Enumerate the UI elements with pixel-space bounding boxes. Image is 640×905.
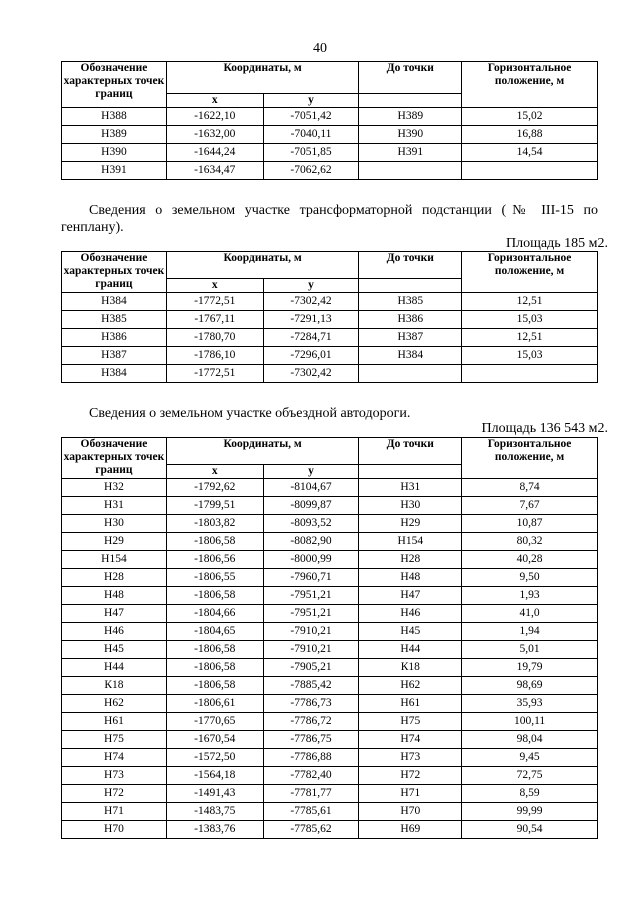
header-to-point: До точки [359,438,462,465]
distance-cell [462,365,598,383]
to-point-cell: Н45 [359,623,462,641]
x-cell: -1786,10 [166,347,263,365]
y-cell: -8000,99 [263,551,359,569]
distance-cell: 98,69 [462,677,598,695]
header-horizontal: Горизонтальное положение, м [462,252,598,293]
to-point-cell [359,365,462,383]
table-row [62,347,598,365]
point-cell: Н29 [62,533,167,551]
point-cell: Н385 [62,311,167,329]
distance-cell: 80,32 [462,533,598,551]
distance-cell: 15,03 [462,311,598,329]
distance-cell [462,162,598,180]
header-y: y [263,465,359,479]
table-row [62,623,598,641]
point-cell: Н384 [62,293,167,311]
header-horizontal: Горизонтальное положение, м [462,62,598,108]
header-to-point-empty [359,94,462,108]
table-row [62,659,598,677]
x-cell: -1632,00 [166,126,263,144]
point-cell: Н389 [62,126,167,144]
to-point-cell: Н69 [359,821,462,839]
to-point-cell: Н47 [359,587,462,605]
y-cell: -8104,67 [263,479,359,497]
x-cell: -1803,82 [166,515,263,533]
y-cell: -7051,85 [263,144,359,162]
header-y: y [263,94,359,108]
y-cell: -7781,77 [263,785,359,803]
header-y: y [263,279,359,293]
distance-cell: 15,03 [462,347,598,365]
x-cell: -1772,51 [166,293,263,311]
distance-cell: 41,0 [462,605,598,623]
point-cell: Н387 [62,347,167,365]
to-point-cell: Н62 [359,677,462,695]
to-point-cell: Н386 [359,311,462,329]
to-point-cell: Н154 [359,533,462,551]
y-cell: -7284,71 [263,329,359,347]
header-to-point-empty [359,465,462,479]
to-point-cell: Н28 [359,551,462,569]
distance-cell: 8,59 [462,785,598,803]
to-point-cell: Н30 [359,497,462,515]
x-cell: -1770,65 [166,713,263,731]
y-cell: -7302,42 [263,293,359,311]
x-cell: -1767,11 [166,311,263,329]
distance-cell: 72,75 [462,767,598,785]
to-point-cell: Н389 [359,108,462,126]
point-cell: Н74 [62,749,167,767]
x-cell: -1383,76 [166,821,263,839]
table-row [62,677,598,695]
section3-paragraph: Сведения о земельном участке объездной автодороги. [89,406,411,421]
distance-cell: 1,93 [462,587,598,605]
point-cell: Н46 [62,623,167,641]
x-cell: -1806,61 [166,695,263,713]
point-cell: Н44 [62,659,167,677]
y-cell: -7786,88 [263,749,359,767]
point-cell: Н47 [62,605,167,623]
y-cell: -7960,71 [263,569,359,587]
x-cell: -1772,51 [166,365,263,383]
y-cell: -7051,42 [263,108,359,126]
y-cell: -8093,52 [263,515,359,533]
to-point-cell: Н71 [359,785,462,803]
point-cell: Н390 [62,144,167,162]
header-coordinates: Координаты, м [166,62,359,94]
section3-area: Площадь 136 543 м2. [481,421,608,436]
table-row [62,713,598,731]
distance-cell: 14,54 [462,144,598,162]
point-cell: Н71 [62,803,167,821]
point-cell: Н72 [62,785,167,803]
point-cell: Н73 [62,767,167,785]
table-row [62,569,598,587]
point-cell: Н48 [62,587,167,605]
distance-cell: 40,28 [462,551,598,569]
header-coordinates: Координаты, м [166,438,359,465]
point-cell: Н32 [62,479,167,497]
section2-paragraph: Сведения о земельном участке трансформаторной подстанции (№ III-15 по генплану). [61,203,598,235]
x-cell: -1806,58 [166,659,263,677]
coordinates-table-2 [61,251,598,383]
x-cell: -1564,18 [166,767,263,785]
distance-cell: 100,11 [462,713,598,731]
point-cell: Н384 [62,365,167,383]
distance-cell: 10,87 [462,515,598,533]
to-point-cell: Н29 [359,515,462,533]
x-cell: -1806,56 [166,551,263,569]
point-cell: Н391 [62,162,167,180]
y-cell: -7951,21 [263,587,359,605]
y-cell: -7786,73 [263,695,359,713]
header-to-point: До точки [359,252,462,279]
x-cell: -1483,75 [166,803,263,821]
y-cell: -7786,75 [263,731,359,749]
point-cell: Н61 [62,713,167,731]
distance-cell: 90,54 [462,821,598,839]
to-point-cell: Н72 [359,767,462,785]
to-point-cell: Н75 [359,713,462,731]
x-cell: -1799,51 [166,497,263,515]
distance-cell: 1,94 [462,623,598,641]
table-row [62,641,598,659]
distance-cell: 15,02 [462,108,598,126]
table-row [62,749,598,767]
header-designation: Обозначение характерных точек границ [62,438,167,479]
coordinates-table-3 [61,437,598,839]
x-cell: -1572,50 [166,749,263,767]
y-cell: -7291,13 [263,311,359,329]
to-point-cell: Н46 [359,605,462,623]
distance-cell: 19,79 [462,659,598,677]
table-row [62,311,598,329]
x-cell: -1780,70 [166,329,263,347]
section2-area: Площадь 185 м2. [506,236,608,251]
to-point-cell: Н390 [359,126,462,144]
to-point-cell: Н31 [359,479,462,497]
distance-cell: 9,45 [462,749,598,767]
distance-cell: 5,01 [462,641,598,659]
table-row [62,587,598,605]
distance-cell: 12,51 [462,329,598,347]
distance-cell: 8,74 [462,479,598,497]
x-cell: -1634,47 [166,162,263,180]
y-cell: -7905,21 [263,659,359,677]
x-cell: -1670,54 [166,731,263,749]
distance-cell: 16,88 [462,126,598,144]
y-cell: -7786,72 [263,713,359,731]
point-cell: Н28 [62,569,167,587]
y-cell: -7062,62 [263,162,359,180]
header-x: x [166,279,263,293]
x-cell: -1792,62 [166,479,263,497]
y-cell: -8082,90 [263,533,359,551]
to-point-cell: Н385 [359,293,462,311]
to-point-cell: Н387 [359,329,462,347]
table-row [62,695,598,713]
to-point-cell: Н44 [359,641,462,659]
header-horizontal: Горизонтальное положение, м [462,438,598,479]
point-cell: Н386 [62,329,167,347]
x-cell: -1806,58 [166,587,263,605]
table-row [62,162,598,180]
x-cell: -1644,24 [166,144,263,162]
x-cell: -1806,55 [166,569,263,587]
point-cell: Н31 [62,497,167,515]
table-row [62,767,598,785]
y-cell: -7040,11 [263,126,359,144]
point-cell: Н30 [62,515,167,533]
x-cell: -1804,65 [166,623,263,641]
table-row [62,821,598,839]
table-row [62,785,598,803]
table-row [62,479,598,497]
table-row [62,126,598,144]
y-cell: -7302,42 [263,365,359,383]
distance-cell: 98,04 [462,731,598,749]
x-cell: -1622,10 [166,108,263,126]
point-cell: Н70 [62,821,167,839]
page-number: 40 [313,41,327,56]
y-cell: -7910,21 [263,641,359,659]
coordinates-table-1 [61,61,598,180]
table-row [62,497,598,515]
to-point-cell: Н70 [359,803,462,821]
table-row [62,329,598,347]
y-cell: -7785,62 [263,821,359,839]
y-cell: -7910,21 [263,623,359,641]
y-cell: -7782,40 [263,767,359,785]
header-x: x [166,94,263,108]
x-cell: -1804,66 [166,605,263,623]
point-cell: Н154 [62,551,167,569]
point-cell: Н75 [62,731,167,749]
table-row [62,515,598,533]
header-to-point: До точки [359,62,462,94]
to-point-cell: Н391 [359,144,462,162]
distance-cell: 9,50 [462,569,598,587]
to-point-cell: Н48 [359,569,462,587]
point-cell: Н62 [62,695,167,713]
to-point-cell: Н73 [359,749,462,767]
table-row [62,144,598,162]
y-cell: -7951,21 [263,605,359,623]
y-cell: -7785,61 [263,803,359,821]
to-point-cell [359,162,462,180]
to-point-cell: Н61 [359,695,462,713]
table-row [62,293,598,311]
y-cell: -7296,01 [263,347,359,365]
distance-cell: 99,99 [462,803,598,821]
table-row [62,605,598,623]
x-cell: -1806,58 [166,677,263,695]
to-point-cell: Н384 [359,347,462,365]
table-row [62,365,598,383]
distance-cell: 35,93 [462,695,598,713]
header-designation: Обозначение характерных точек границ [62,252,167,293]
point-cell: К18 [62,677,167,695]
table-row [62,108,598,126]
table-row [62,803,598,821]
x-cell: -1806,58 [166,533,263,551]
point-cell: Н45 [62,641,167,659]
table-row [62,731,598,749]
x-cell: -1491,43 [166,785,263,803]
x-cell: -1806,58 [166,641,263,659]
distance-cell: 12,51 [462,293,598,311]
header-to-point-empty [359,279,462,293]
to-point-cell: К18 [359,659,462,677]
header-coordinates: Координаты, м [166,252,359,279]
table-row [62,533,598,551]
y-cell: -8099,87 [263,497,359,515]
point-cell: Н388 [62,108,167,126]
header-designation: Обозначение характерных точек границ [62,62,167,108]
y-cell: -7885,42 [263,677,359,695]
to-point-cell: Н74 [359,731,462,749]
distance-cell: 7,67 [462,497,598,515]
header-x: x [166,465,263,479]
table-row [62,551,598,569]
